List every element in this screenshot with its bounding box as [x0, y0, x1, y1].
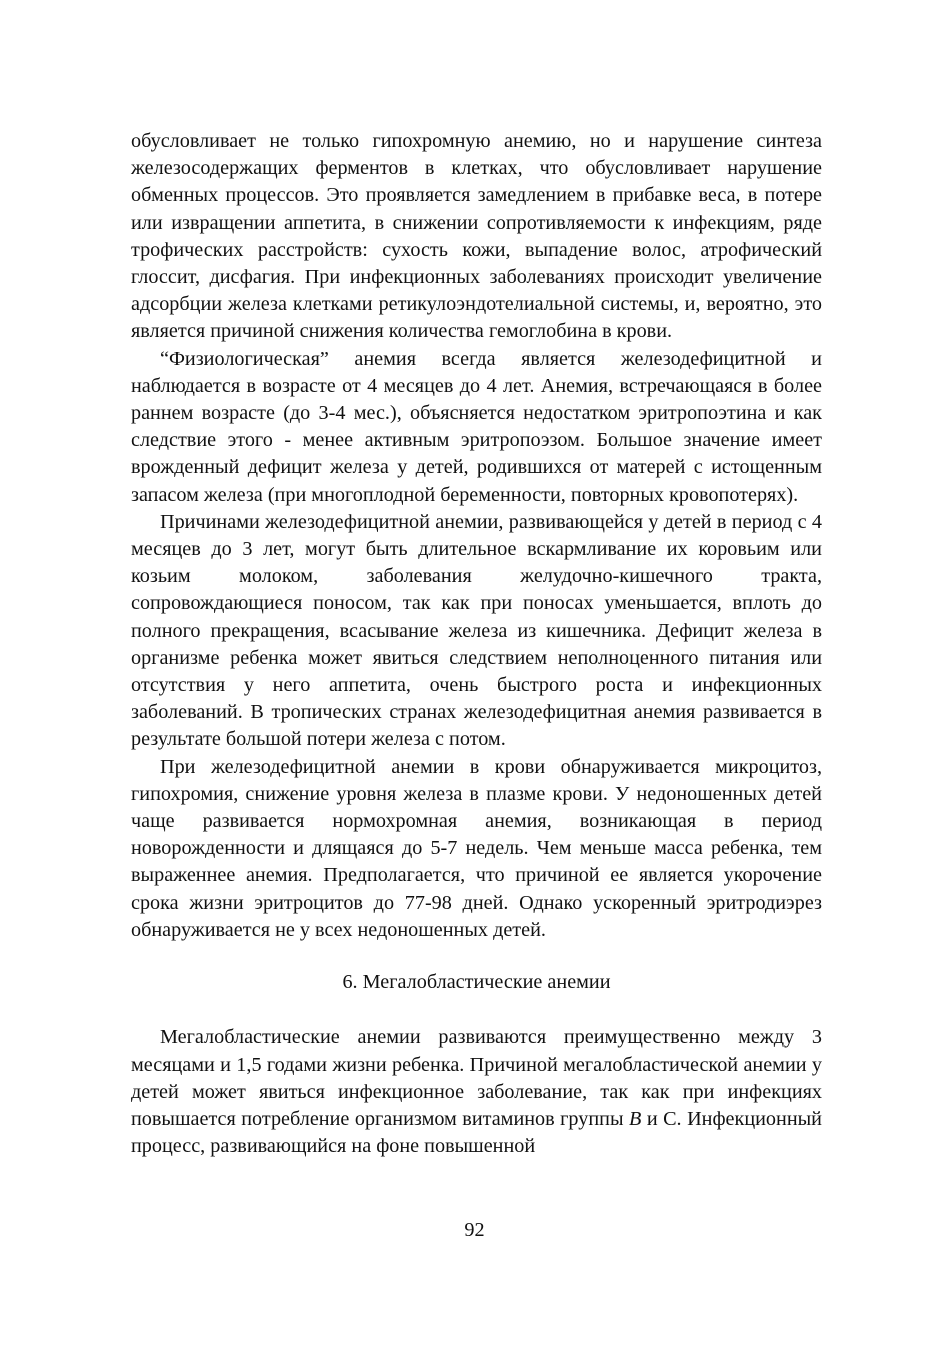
paragraph-5-part2: и С. Инфекционный процесс, развивающийся на фоне повышенной [131, 1107, 822, 1158]
paragraph-1: обусловливает не только гипохромную анемию, но и нарушение синтеза железосодержащих ферментов в клетках, что обусловливает нарушение обменных процессов. Это проявляется замедлением в прибавке веса, в потере или извращении аппетита, в снижении сопротивляемости к инфекциям, ряде трофических расстройств: сухость кожи, выпадение волос, атрофический глоссит, дисфагия. При инфекционных заболеваниях происходит увеличение адсорбции железа клетками ретикулоэндотелиальной системы, и, вероятно, это является причиной снижения количества гемоглобина в крови. [131, 130, 822, 343]
paragraph-5-italic: B [629, 1107, 642, 1130]
paragraph-5 [131, 1024, 822, 1160]
paragraph-5-part1: Мегалобластические анемии развиваются преимущественно между 3 месяцами и 1,5 годами жизни ребенка. Причиной мегалобластической анемии у детей может явиться инфекционное заболевание, так как при инфекциях повышается потребление организмом витаминов группы [131, 1026, 822, 1130]
paragraph-3: Причинами железодефицитной анемии, развивающейся у детей в период с 4 месяцев до 3 лет, могут быть длительное вскармливание их коровьим или козьим молоком, заболевания желудочно-кишечного тракта, сопровождающиеся поносом, так как при поносах уменьшается, вплоть до полного прекращения, всасывание железа из кишечника. Дефицит железа в организме ребенка может явиться следствием неполноценного питания или отсутствия у него аппетита, очень быстрого роста и инфекционных заболеваний. В тропических странах железодефицитная анемия развивается в результате большой потери железа с потом. [131, 510, 822, 751]
paragraph-4: При железодефицитной анемии в крови обнаруживается микроцитоз, гипохромия, снижение уровня железа в плазме крови. У недоношенных детей чаще развивается нормохромная анемия, возникающая в период новорожденности и длящаяся до 5-7 недель. Чем меньше масса ребенка, тем выраженнее анемия. Предполагается, что причиной ее является укорочение срока жизни эритроцитов до 77-98 дней. Однако ускоренный эритродиэрез обнаруживается не у всех недоношенных детей. [131, 755, 822, 941]
page-body [131, 128, 822, 1160]
section-heading: 6. Мегалобластические анемии [342, 971, 611, 994]
paragraph-2: “Физиологическая” анемия всегда является железодефицитной и наблюдается в возрасте от 4 месяцев до 4 лет. Анемия, встречающаяся в более раннем возрасте (до 3-4 мес.), объясняется недостатком эритропоэтина и как следствие этого - менее активным эритропоэзом. Большое значение имеет врожденный дефицит железа у детей, родившихся от матерей с истощенным запасом железа (при многоплодной беременности, повторных кровопотерях). [131, 347, 822, 506]
page-number: 92 [464, 1219, 485, 1241]
